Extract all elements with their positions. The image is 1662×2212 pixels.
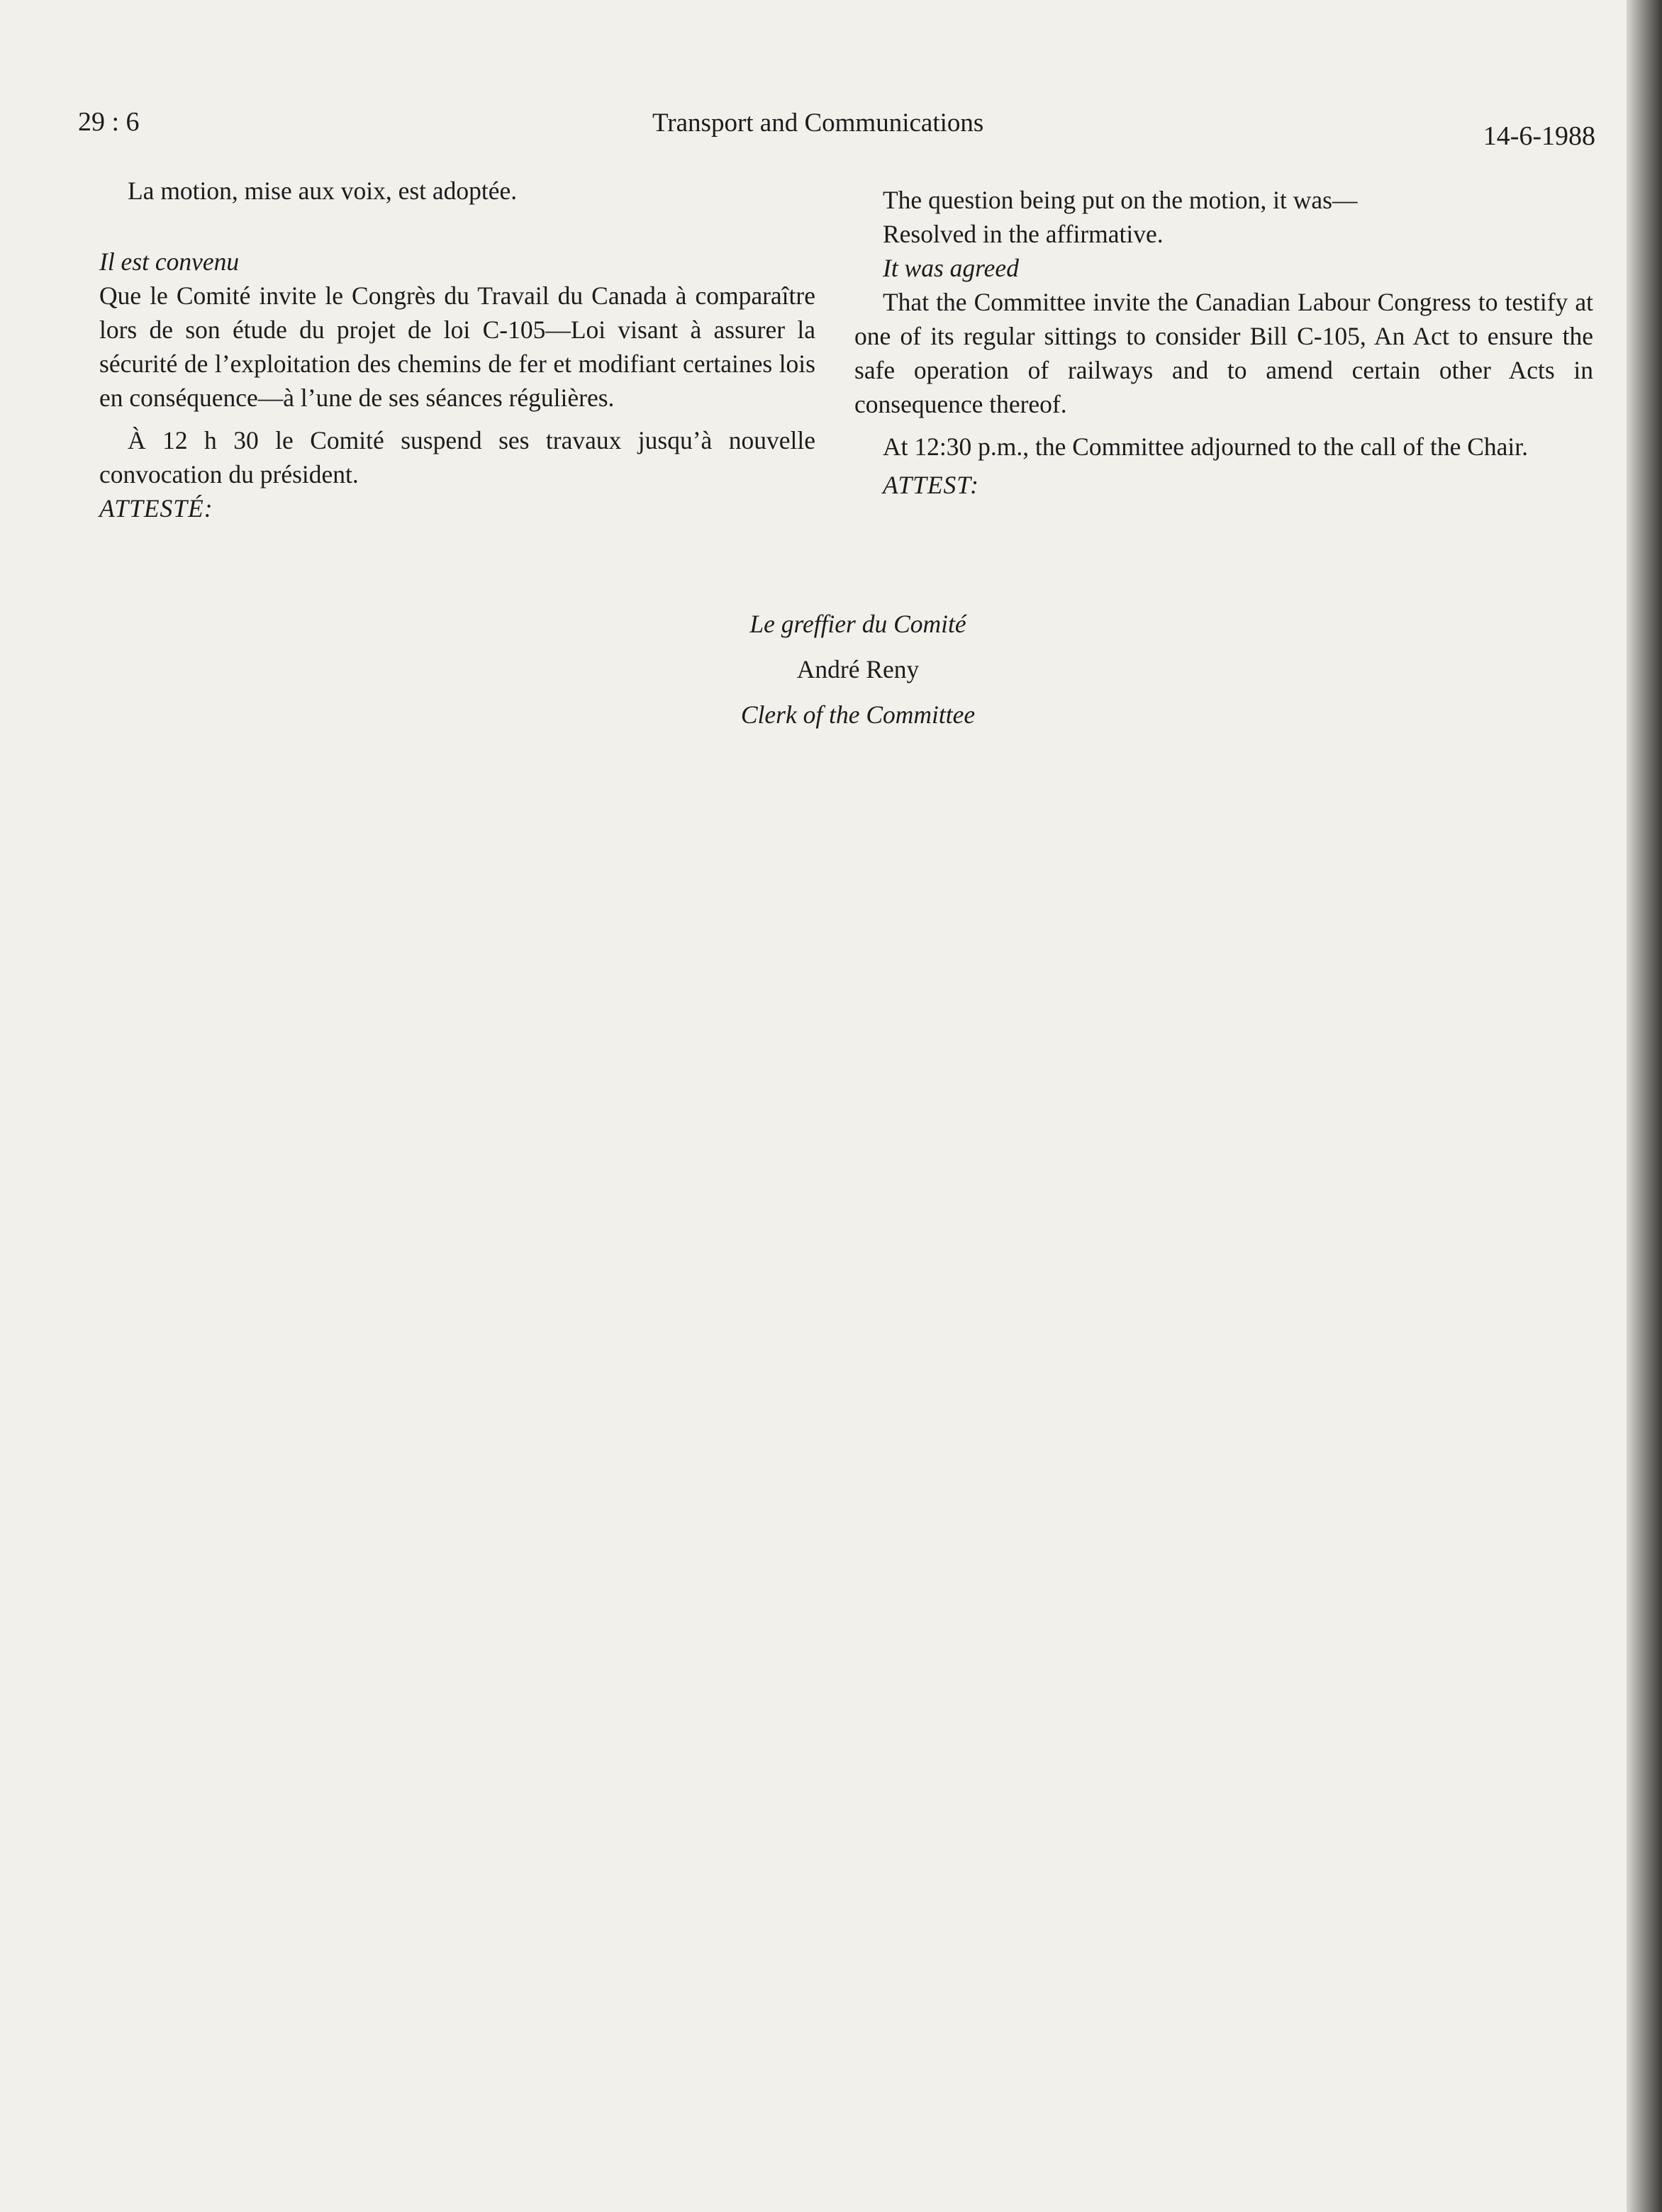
signature-french-title: Le greffier du Comité xyxy=(749,610,966,638)
page-number: 29 : 6 xyxy=(78,107,140,137)
page-edge-shadow xyxy=(1627,0,1662,2212)
english-attest: ATTEST: xyxy=(883,471,979,499)
running-title: Transport and Communications xyxy=(652,108,984,138)
english-column xyxy=(854,183,1593,502)
signature-english-title: Clerk of the Committee xyxy=(740,700,976,729)
english-question-line: The question being put on the motion, it was— xyxy=(883,186,1358,214)
english-agreed-heading: It was agreed xyxy=(883,254,1019,282)
english-resolution: That the Committee invite the Canadian Labour Congress to testify at one of its regular sittings to consider Bill C-105, An Act to ensure the safe operation of railways and to amend certain other Acts in consequence thereof. xyxy=(854,288,1593,418)
french-agreed-heading: Il est convenu xyxy=(99,247,240,276)
french-adjournment: À 12 h 30 le Comité suspend ses travaux jusqu’à nouvelle convocation du président. xyxy=(99,426,815,488)
signature-name: André Reny xyxy=(796,655,920,683)
page-date: 14-6-1988 xyxy=(1483,121,1595,151)
page-header xyxy=(78,106,1595,156)
english-resolved-line: Resolved in the affirmative. xyxy=(883,220,1164,248)
french-resolution: Que le Comité invite le Congrès du Travail du Canada à comparaître lors de son étude du projet de loi C-105—Loi visant à assurer la sécurité de l’exploitation des chemins de fer et modifiant certaines lois en conséquence—à l’une de ses séances régulières. xyxy=(99,281,815,412)
english-adjournment: At 12:30 p.m., the Committee adjourned to the call of the Chair. xyxy=(883,432,1528,461)
clerk-signature-block xyxy=(638,601,1078,737)
french-attest: ATTESTÉ: xyxy=(99,494,213,523)
french-motion-result: La motion, mise aux voix, est adoptée. xyxy=(128,177,518,205)
french-column xyxy=(99,174,815,525)
